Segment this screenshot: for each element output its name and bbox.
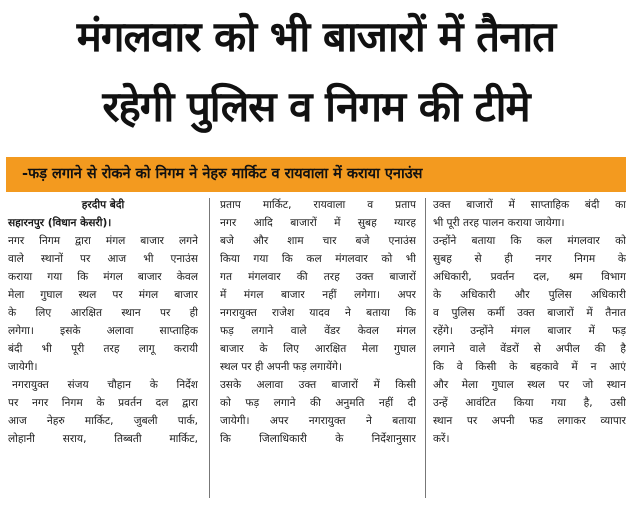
byline-author: हरदीप बेदी (81, 199, 125, 211)
paragraph-line: जायेगी। (8, 361, 38, 373)
paragraph-line: पर नगर निगम के प्रवर्तन दल द्वारा (8, 397, 198, 409)
paragraph-line: उन्होंने बताया कि कल मंगलवार को (433, 235, 626, 247)
paragraph-line: स्थान पर अपनी फड लगाकर व्यापार (433, 415, 626, 427)
article-column-3 (433, 196, 626, 448)
paragraph-line: नगरायुक्त राजेश यादव ने बताया कि (220, 307, 416, 319)
paragraph-line: उक्त बाजारों में साप्ताहिक बंदी का (433, 199, 626, 211)
paragraph-line: फड़ लगाने वाले वेंडर केवल मंगल (220, 325, 416, 337)
paragraph-line: लोहानी सराय, तिब्बती मार्किट, (8, 433, 198, 445)
paragraph-line: नगरायुक्त संजय चौहान के निर्देश (12, 379, 198, 391)
paragraph-line: किया गया कि कल मंगलवार को भी (220, 253, 416, 265)
paragraph-line: के लिए आरक्षित स्थान पर ही (8, 307, 198, 319)
paragraph-line: कि जिलाधिकारी के निर्देशानुसार (220, 433, 416, 445)
paragraph-line: अधिकारी, प्रवर्तन दल, श्रम विभाग (433, 271, 626, 283)
paragraph-line: प्रताप मार्किट, रायवाला व प्रताप (220, 199, 416, 211)
paragraph-line: नगर निगम द्वारा मंगल बाजार लगने (8, 235, 198, 247)
article-column-1 (8, 196, 198, 448)
column-divider (425, 198, 426, 498)
paragraph-line: बंदी भी पूरी तरह लागू करायी (8, 343, 198, 355)
byline-place: सहारनपुर (विधान केसरी)। (8, 217, 112, 229)
paragraph-line: करें। (433, 433, 450, 445)
paragraph-line: को फड़ लगाने की अनुमति नहीं दी (220, 397, 416, 409)
paragraph-line: कराया गया कि मंगल बाजार केवल (8, 271, 198, 283)
paragraph-line: और मेला गुघाल स्थल पर जो स्थान (433, 379, 626, 391)
paragraph-line: सुबह से ही नगर निगम के (433, 253, 626, 265)
paragraph-line: बजे और शाम चार बजे एनाउंस (220, 235, 416, 247)
paragraph-line: नगर आदि बाजारों में सुबह ग्यारह (220, 217, 416, 229)
paragraph-line: वाले स्थानों पर आज भी एनाउंस (8, 253, 198, 265)
paragraph-line: कि वे किसी के बहकावे में न आएं (433, 361, 626, 373)
paragraph-line: मेला गुघाल स्थल पर मंगल बाजार (8, 289, 198, 301)
paragraph-line: के अधिकारी और पुलिस अधिकारी (433, 289, 626, 301)
paragraph-line: भी पूरी तरह पालन कराया जायेगा। (433, 217, 565, 229)
paragraph-line: जायेगी। अपर नगरायुक्त ने बताया (220, 415, 416, 427)
paragraph-line: गत मंगलवार की तरह उक्त बाजारों (220, 271, 416, 283)
paragraph-line: आज नेहरु मार्किट, जुबली पार्क, (8, 415, 198, 427)
paragraph-line: व पुलिस कर्मी उक्त बाजारों में तैनात (433, 307, 626, 319)
article-column-2 (220, 196, 416, 448)
paragraph-line: में मंगल बाजार नहीं लगेगा। अपर (220, 289, 416, 301)
paragraph-line: स्थल पर ही अपनी फड़ लगायेंगे। (220, 361, 343, 373)
paragraph-line: लगेगा। इसके अलावा साप्ताहिक (8, 325, 198, 337)
headline-line-2: रहेगी पुलिस व निगम की टीमे (102, 82, 530, 131)
column-divider (209, 198, 210, 498)
paragraph-line: उन्हें आवंटित किया गया है, उसी (433, 397, 626, 409)
paragraph-line: बाजार के लिए आरक्षित मेला गुघाल (220, 343, 416, 355)
headline-line-1: मंगलवार को भी बाजारों में तैनात (76, 12, 556, 61)
paragraph-line: लगाने वाले वेंडरों से अपील की है (433, 343, 626, 355)
paragraph-line: उसके अलावा उक्त बाजारों में किसी (220, 379, 416, 391)
paragraph-line: रहेंगे। उन्होंने मंगल बाजार में फड़ (433, 325, 626, 337)
subheadline-bar: -फड़ लगाने से रोकने को निगम ने नेहरु मार्किट व रायवाला में कराया एनाउंस (6, 157, 626, 192)
